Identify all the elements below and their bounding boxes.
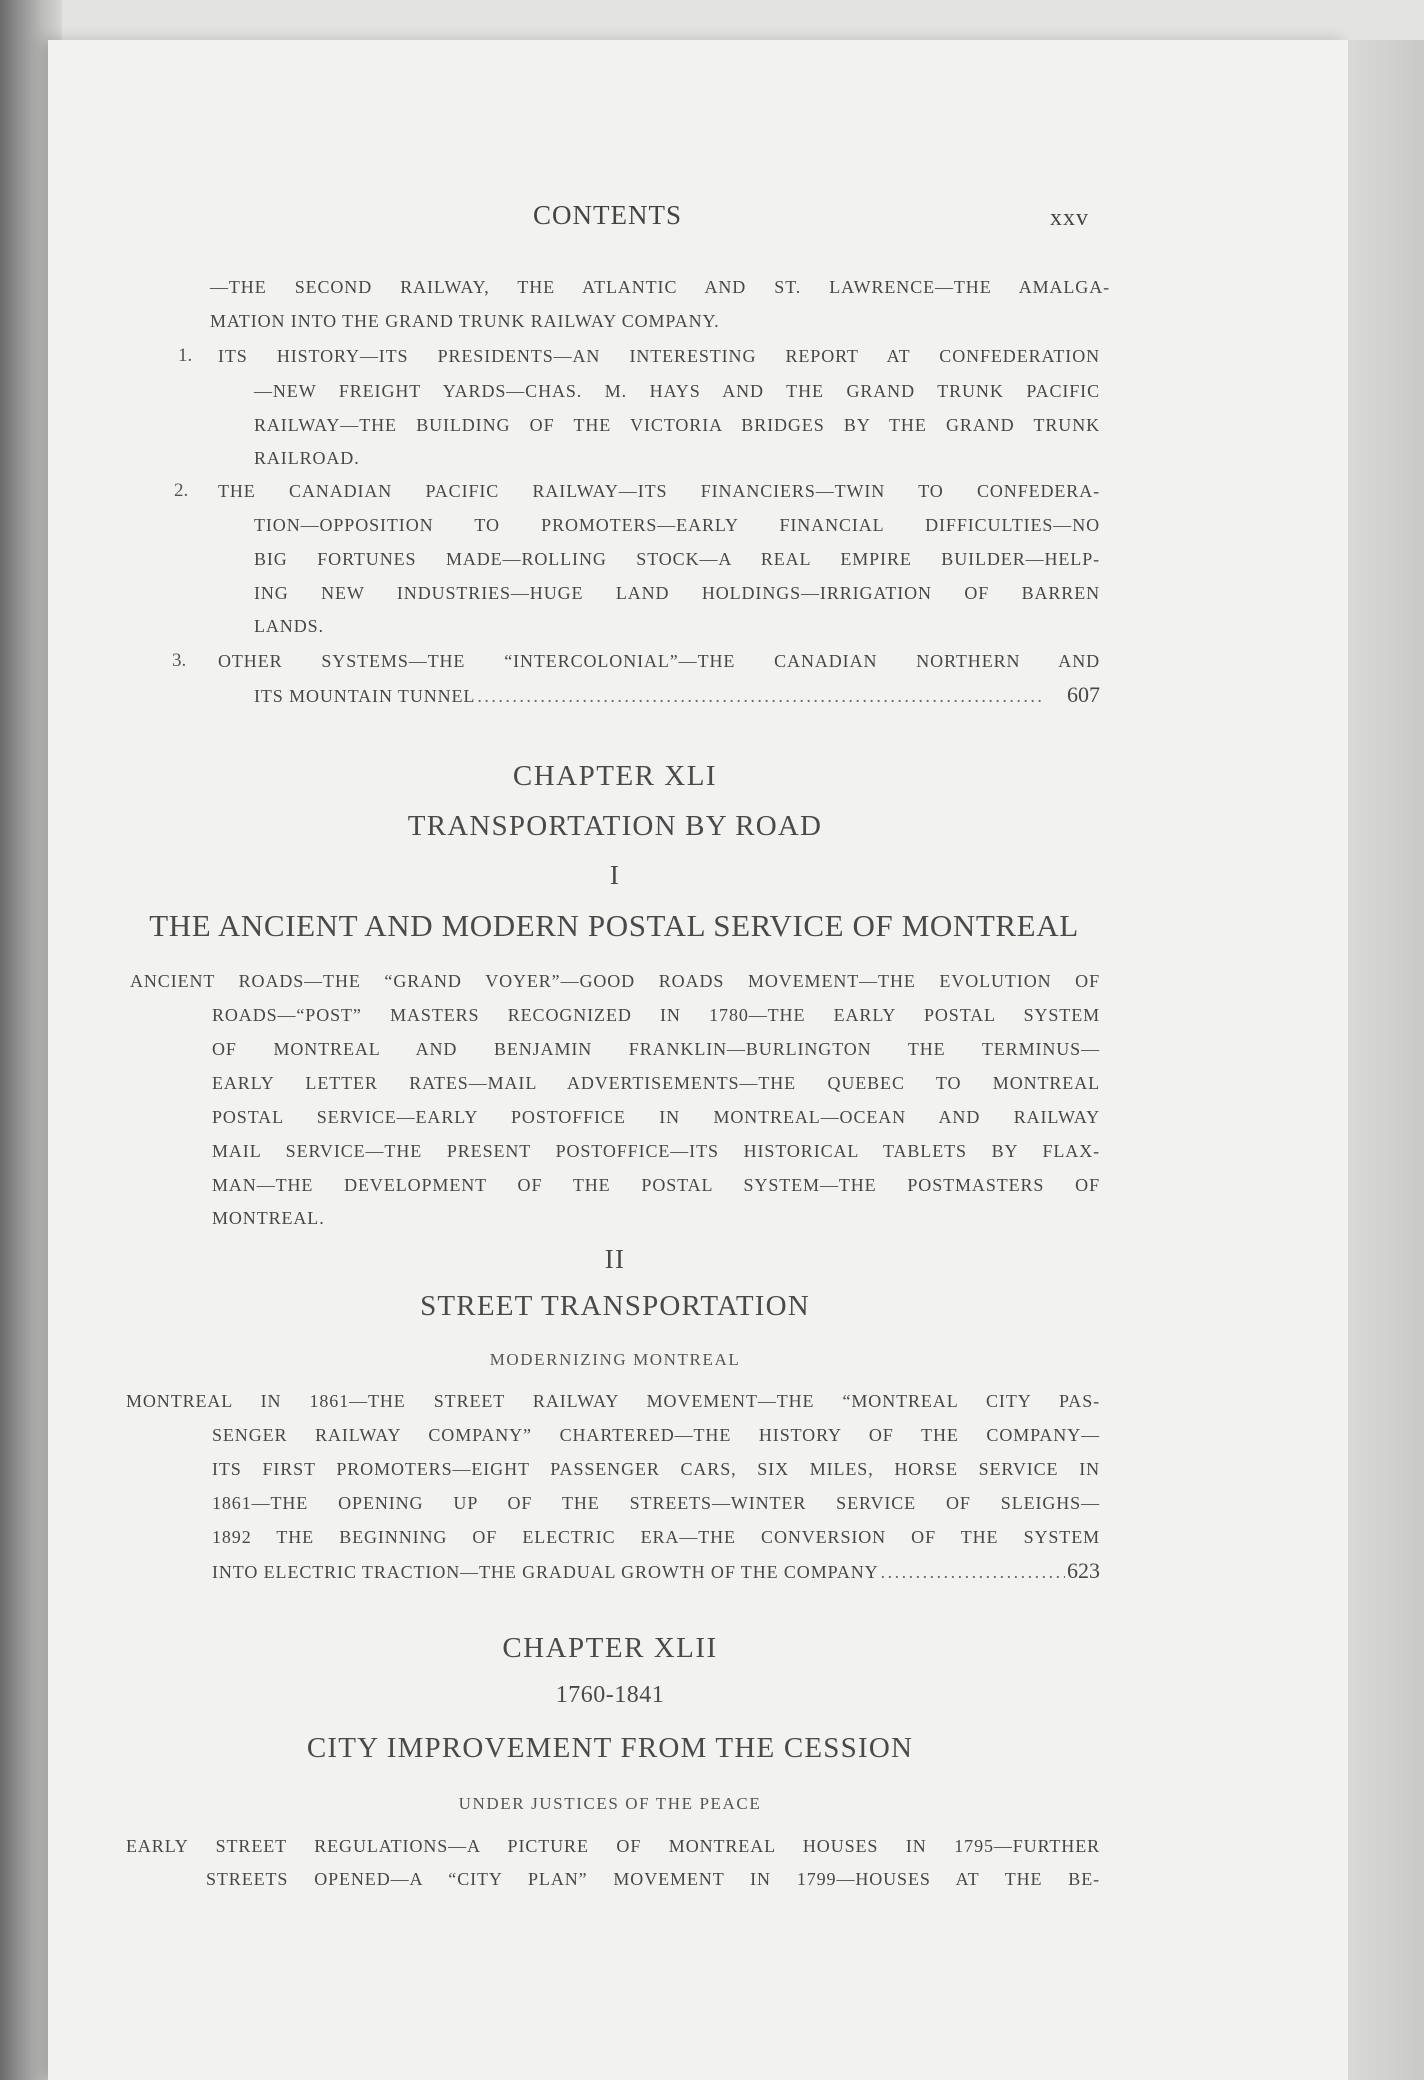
- chapter-heading: CHAPTER XLII: [502, 1632, 718, 1664]
- summary-line: MAIL SERVICE—THE PRESENT POSTOFFICE—ITS HISTORICAL TABLETS BY FLAX-: [212, 1141, 1100, 1161]
- item-line: ITS MOUNTAIN TUNNEL: [254, 686, 476, 706]
- page-ref: 607: [1067, 682, 1100, 707]
- toc-entry-with-page: [254, 682, 1100, 708]
- page-number: xxv: [1050, 205, 1089, 231]
- summary-line: MONTREAL IN 1861—THE STREET RAILWAY MOVEMENT—THE “MONTREAL CITY PAS-: [126, 1391, 1100, 1411]
- intro-line: —THE SECOND RAILWAY, THE ATLANTIC AND ST. LAWRENCE—THE AMALGA-: [210, 277, 1110, 297]
- page-ref: 623: [1067, 1558, 1100, 1583]
- item-line: THE CANADIAN PACIFIC RAILWAY—ITS FINANCIERS—TWIN TO CONFEDERA-: [218, 481, 1100, 501]
- summary-line: INTO ELECTRIC TRACTION—THE GRADUAL GROWTH OF THE COMPANY: [212, 1562, 879, 1582]
- item-line: LANDS.: [254, 616, 324, 636]
- part-title: THE ANCIENT AND MODERN POSTAL SERVICE OF MONTREAL: [149, 908, 1079, 943]
- item-line: RAILWAY—THE BUILDING OF THE VICTORIA BRIDGES BY THE GRAND TRUNK: [254, 415, 1100, 435]
- chapter-title: TRANSPORTATION BY ROAD: [407, 810, 823, 842]
- item-line: OTHER SYSTEMS—THE “INTERCOLONIAL”—THE CANADIAN NORTHERN AND: [218, 651, 1100, 671]
- summary-line: ANCIENT ROADS—THE “GRAND VOYER”—GOOD ROADS MOVEMENT—THE EVOLUTION OF: [130, 971, 1100, 991]
- summary-line: 1892 THE BEGINNING OF ELECTRIC ERA—THE CONVERSION OF THE SYSTEM: [212, 1527, 1100, 1547]
- dot-leader: [477, 686, 1065, 707]
- summary-line: EARLY LETTER RATES—MAIL ADVERTISEMENTS—THE QUEBEC TO MONTREAL: [212, 1073, 1100, 1093]
- summary-line: ITS FIRST PROMOTERS—EIGHT PASSENGER CARS, SIX MILES, HORSE SERVICE IN: [212, 1459, 1100, 1479]
- part-title: STREET TRANSPORTATION: [420, 1290, 810, 1322]
- item-line: —NEW FREIGHT YARDS—CHAS. M. HAYS AND THE GRAND TRUNK PACIFIC: [254, 381, 1100, 401]
- summary-line: POSTAL SERVICE—EARLY POSTOFFICE IN MONTREAL—OCEAN AND RAILWAY: [212, 1107, 1100, 1127]
- item-line: RAILROAD.: [254, 448, 360, 468]
- item-number: 2.: [174, 480, 189, 501]
- part-subtitle: MODERNIZING MONTREAL: [489, 1350, 741, 1369]
- item-line: ITS HISTORY—ITS PRESIDENTS—AN INTERESTING REPORT AT CONFEDERATION: [218, 346, 1100, 366]
- summary-line: MAN—THE DEVELOPMENT OF THE POSTAL SYSTEM—THE POSTMASTERS OF: [212, 1175, 1100, 1195]
- item-number: 3.: [172, 650, 187, 671]
- toc-entry-with-page: [212, 1558, 1100, 1584]
- item-line: TION—OPPOSITION TO PROMOTERS—EARLY FINANCIAL DIFFICULTIES—NO: [254, 515, 1100, 535]
- item-line: BIG FORTUNES MADE—ROLLING STOCK—A REAL EMPIRE BUILDER—HELP-: [254, 549, 1100, 569]
- summary-line: OF MONTREAL AND BENJAMIN FRANKLIN—BURLINGTON THE TERMINUS—: [212, 1039, 1100, 1059]
- item-line: ING NEW INDUSTRIES—HUGE LAND HOLDINGS—IRRIGATION OF BARREN: [254, 583, 1100, 603]
- summary-line: EARLY STREET REGULATIONS—A PICTURE OF MONTREAL HOUSES IN 1795—FURTHER: [126, 1836, 1100, 1856]
- chapter-subtitle: UNDER JUSTICES OF THE PEACE: [458, 1794, 762, 1813]
- running-header-title: CONTENTS: [533, 200, 682, 230]
- chapter-title: CITY IMPROVEMENT FROM THE CESSION: [306, 1732, 914, 1764]
- summary-line: STREETS OPENED—A “CITY PLAN” MOVEMENT IN 1799—HOUSES AT THE BE-: [206, 1869, 1100, 1889]
- summary-line: SENGER RAILWAY COMPANY” CHARTERED—THE HISTORY OF THE COMPANY—: [212, 1425, 1100, 1445]
- summary-line: ROADS—“POST” MASTERS RECOGNIZED IN 1780—THE EARLY POSTAL SYSTEM: [212, 1005, 1100, 1025]
- part-numeral: I: [609, 860, 621, 890]
- page-edge: [1348, 40, 1424, 2080]
- item-number: 1.: [178, 345, 193, 366]
- intro-line: MATION INTO THE GRAND TRUNK RAILWAY COMPANY.: [210, 311, 720, 331]
- part-numeral: II: [604, 1244, 626, 1274]
- dot-leader: [881, 1562, 1065, 1583]
- chapter-heading: CHAPTER XLI: [512, 760, 718, 792]
- summary-line: MONTREAL.: [212, 1208, 325, 1228]
- chapter-dates: 1760-1841: [555, 1682, 665, 1708]
- summary-line: 1861—THE OPENING UP OF THE STREETS—WINTER SERVICE OF SLEIGHS—: [212, 1493, 1100, 1513]
